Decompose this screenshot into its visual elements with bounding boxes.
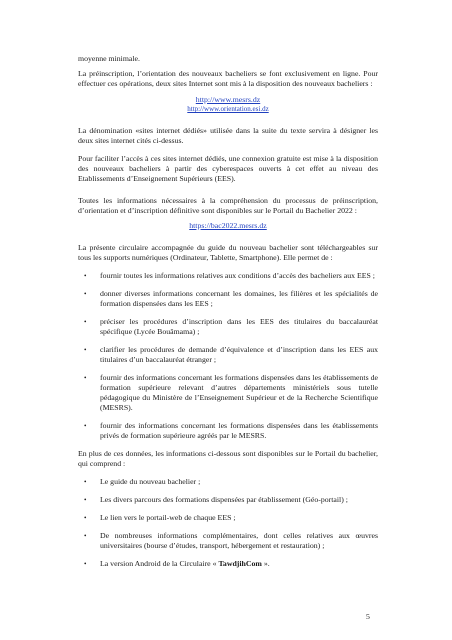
list-item: • De nombreuses informations complémentaires, dont celles relatives aux œuvres universitaires (bourse d’études, transport, hébergement et restauration) ;	[84, 531, 378, 550]
page-number: 5	[366, 612, 370, 621]
bullet-icon: •	[84, 560, 87, 568]
bullet-icon: •	[84, 318, 87, 326]
list-item: • préciser les procédures d’inscription dans les EES des titulaires du baccalauréat spécifique (Lycée Bouâmama) ;	[84, 317, 378, 336]
list-item: • fournir toutes les informations relatives aux conditions d’accès des bacheliers aux EES ;	[84, 271, 375, 280]
list-item: • Le guide du nouveau bachelier ;	[84, 477, 201, 486]
list-item: • Les divers parcours des formations dispensées par établissement (Géo-portail) ;	[84, 495, 348, 504]
paragraph-denomination: La dénomination «sites internet dédiés» utilisée dans la suite du texte servira à désigner les deux sites internet cités ci-dessus.	[78, 126, 378, 145]
bullet-icon: •	[84, 272, 87, 280]
paragraph-informations: Toutes les informations nécessaires à la compréhension du processus de préinscription, d’orientation et d’inscription définitive sont disponibles sur le Portail du Bachelier 2022 :	[78, 196, 378, 215]
bullet-icon: •	[84, 346, 87, 354]
portal-contents-list	[78, 477, 378, 569]
link-bac2022[interactable]: https://bac2022.mesrs.dz	[189, 221, 267, 230]
list-item: • La version Android de la Circulaire « TawdjihCom ».	[84, 559, 270, 568]
bullet-icon: •	[84, 422, 87, 430]
paragraph-connexion: Pour faciliter l’accès à ces sites internet dédiés, une connexion gratuite est mise à la disposition des nouveaux bacheliers à partir des cyberespaces ouverts à cet effet au niveau des Etablissements d’Enseignement Supérieurs (EES).	[78, 154, 378, 183]
app-name: TawdjihCom	[218, 559, 262, 568]
link-orientation[interactable]: http://www.orientation.esi.dz	[187, 105, 269, 113]
paragraph-circulaire: La présente circulaire accompagnée du guide du nouveau bachelier sont téléchargeables sur tous les supports numériques (Ordinateur, Tablette, Smartphone). Elle permet de :	[78, 243, 378, 262]
list-item: • fournir des informations concernant les formations dispensées dans les établissements de formation supérieure relevant d’autres départements ministériels sous tutelle pédagogique du Ministère de l’Enseignement Supérieur et de la Recherche Scientifique (MESRS).	[84, 373, 378, 412]
list-item: • Le lien vers le portail-web de chaque EES ;	[84, 513, 236, 522]
bullet-icon: •	[84, 514, 87, 522]
link-mesrs[interactable]: http://www.mesrs.dz	[195, 95, 261, 104]
page-content	[78, 54, 378, 569]
list-item: • clarifier les procédures de demande d’équivalence et d’inscription dans les EES aux titulaires d’un baccalauréat étranger ;	[84, 345, 378, 364]
bullet-icon: •	[84, 374, 87, 382]
paragraph-portal-contents: En plus de ces données, les informations ci-dessous sont disponibles sur le Portail du bachelier, qui comprend :	[78, 449, 378, 468]
objectives-list	[78, 271, 378, 441]
bullet-icon: •	[84, 290, 87, 298]
list-item: • donner diverses informations concernant les domaines, les filières et les spécialités de formation dispensées dans les EES ;	[84, 289, 378, 308]
bullet-icon: •	[84, 478, 87, 486]
list-item: • fournir des informations concernant les formations dispensées dans les établissements privés de formation supérieure agréés par le MESRS.	[84, 421, 378, 440]
bullet-icon: •	[84, 532, 87, 540]
paragraph-preinscription: La préinscription, l’orientation des nouveaux bacheliers se font exclusivement en ligne. Pour effectuer ces opérations, deux sites Internet sont mis à la disposition des nouveaux bacheliers :	[78, 69, 378, 88]
portal-link-wrapper	[78, 221, 378, 231]
paragraph-intro: moyenne minimale.	[78, 54, 140, 63]
bullet-icon: •	[84, 496, 87, 504]
website-links	[78, 95, 378, 114]
